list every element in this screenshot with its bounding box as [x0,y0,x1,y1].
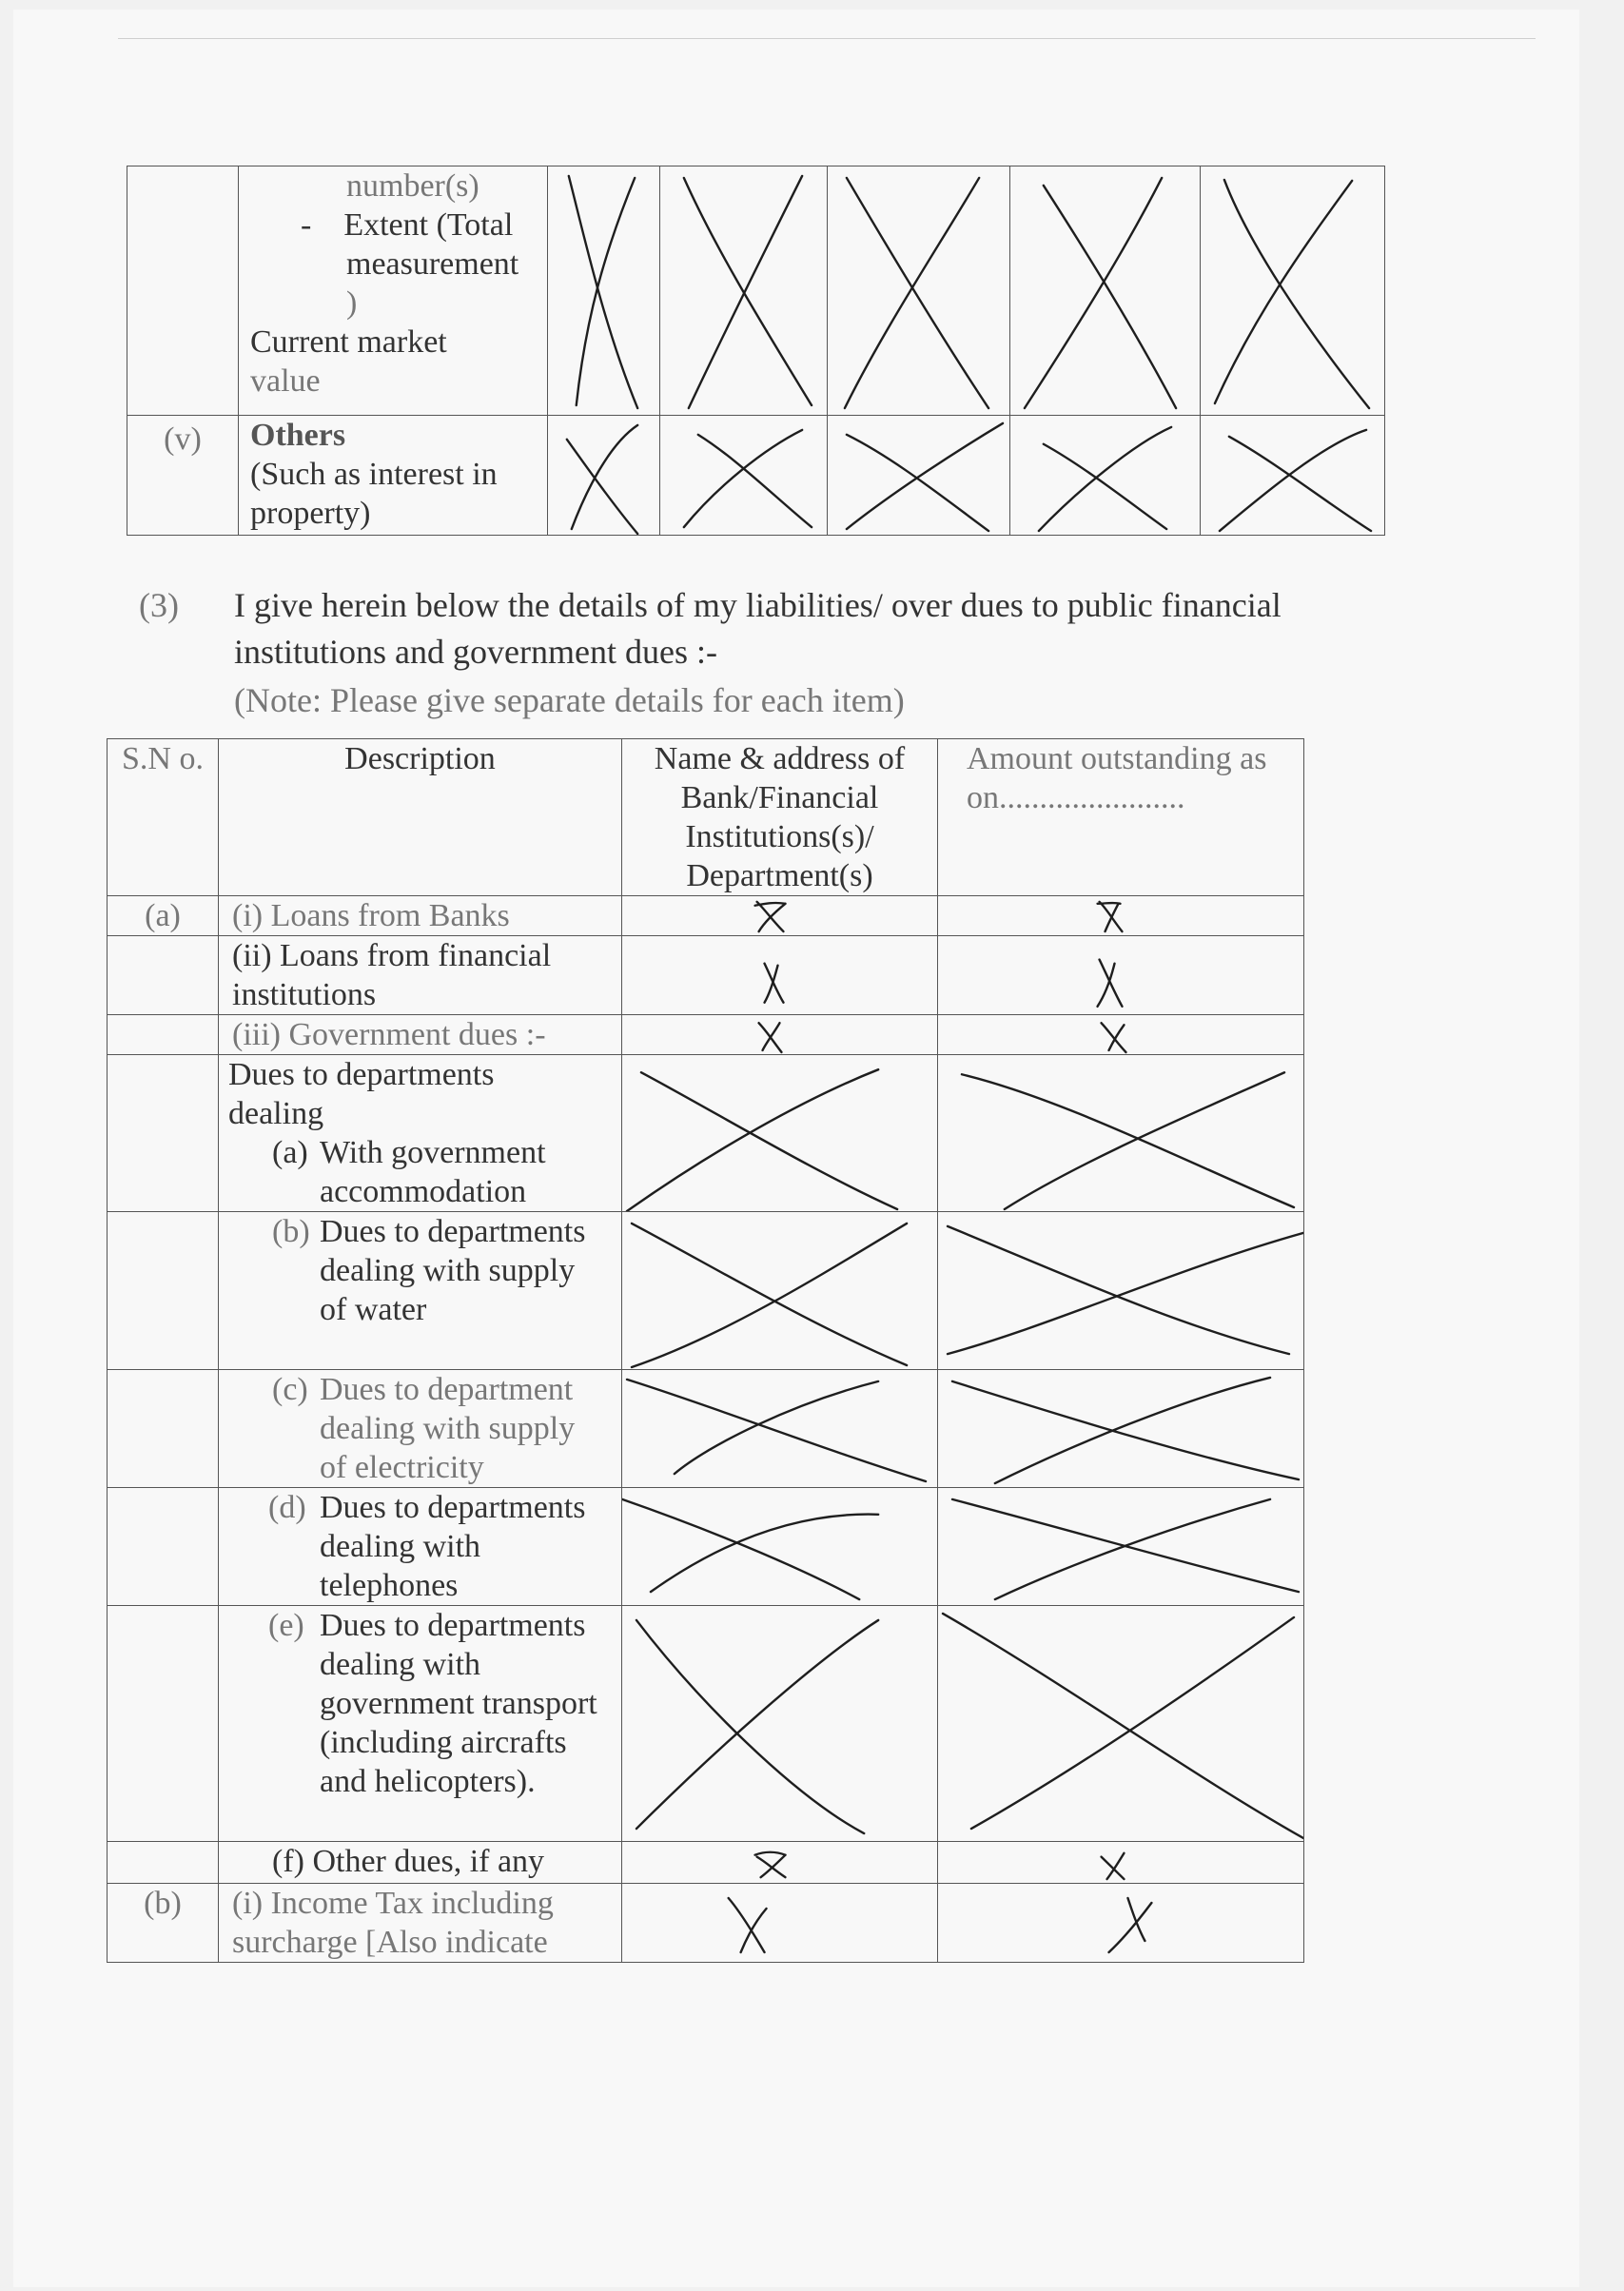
header-sno: S.N o. [108,739,219,896]
sno-cell [108,936,219,1015]
sub-item [272,1370,621,1487]
sno-cell [108,1015,219,1055]
sno-cell: (v) [127,416,239,536]
table-row [108,1055,1304,1212]
small-cross-mark [938,1884,1303,1962]
handwritten-cross-mark [938,1606,1303,1841]
handwritten-cross-mark [1201,166,1384,415]
crossed-cell [938,1212,1304,1370]
sno-cell [108,1488,219,1606]
table-row [108,896,1304,936]
small-cross-mark [622,1015,937,1054]
sno-cell [108,1055,219,1212]
crossed-cell [622,1884,938,1963]
handwritten-cross-mark [1201,416,1384,535]
sub-item-label: (e) [268,1608,304,1643]
small-cross-mark [622,936,937,1014]
table-row [108,1488,1304,1606]
crossed-cell [938,1884,1304,1963]
description-cell: (i) Loans from Banks [219,896,622,936]
crossed-cell [660,416,828,536]
sno-cell [108,1212,219,1370]
others-title: Others [250,418,346,453]
table-row [108,1884,1304,1963]
crossed-cell [828,166,1010,416]
handwritten-cross-mark [938,1212,1303,1369]
page-top-rule [118,38,1536,39]
description-cell [219,1055,622,1212]
section-number: (3) [139,586,179,624]
handwritten-cross-mark [622,1606,937,1841]
small-cross-mark [622,896,937,935]
section-text [234,582,1395,724]
extent-text: Extent (Total [343,207,514,243]
handwritten-cross-mark [622,1488,937,1605]
table-row [127,166,1385,416]
crossed-cell [1201,166,1385,416]
handwritten-cross-mark [1010,166,1200,415]
description-cell: (i) Income Tax including surcharge [Also indicate [219,1884,622,1963]
sub-item-label: (b) [272,1214,310,1249]
crossed-cell [622,1842,938,1884]
description-cell [239,166,548,416]
crossed-cell [548,166,660,416]
description-line: number(s) [346,168,479,204]
description-line: Current market [250,324,447,360]
handwritten-cross-mark [828,416,1009,535]
crossed-cell [1010,166,1201,416]
crossed-cell [828,416,1010,536]
sub-item-text: Dues to departments dealing with government transport (including aircrafts and helicopters). [320,1608,597,1799]
crossed-cell [938,1606,1304,1842]
sub-item [268,1606,621,1801]
description-cell: (iii) Government dues :- [219,1015,622,1055]
handwritten-cross-mark [660,416,827,535]
crossed-cell [622,1015,938,1055]
table-row [127,416,1385,536]
table-header-row [108,739,1304,896]
handwritten-cross-mark [548,416,659,535]
sub-item-text: Dues to departments dealing with supply of water [320,1214,586,1327]
section-note: (Note: Please give separate details for each item) [234,681,905,719]
description-cell [219,1212,622,1370]
sno-cell [108,1606,219,1842]
table-row [108,936,1304,1015]
handwritten-cross-mark [938,1488,1303,1605]
small-cross-mark [938,936,1303,1014]
description-cell [219,1370,622,1488]
description-cell: (f) Other dues, if any [219,1842,622,1884]
section-intro-text: I give herein below the details of my liabilities/ over dues to public financial institutions and government dues :- [234,586,1282,671]
crossed-cell [938,1488,1304,1606]
sub-item-text: Dues to department dealing with supply of electricity [320,1372,576,1485]
crossed-cell [938,1055,1304,1212]
dues-lead-text: Dues to departments dealing [228,1057,495,1131]
others-desc: (Such as interest in property) [250,457,498,531]
handwritten-cross-mark [1010,416,1200,535]
liabilities-table [107,738,1304,1963]
crossed-cell [622,936,938,1015]
crossed-cell [622,1606,938,1842]
crossed-cell [938,936,1304,1015]
sub-item-label: (d) [268,1490,306,1525]
sub-item-label: (c) [272,1372,308,1407]
crossed-cell [622,896,938,936]
handwritten-cross-mark [828,166,1009,415]
handwritten-cross-mark [622,1370,937,1487]
description-line [248,206,547,245]
table-row [108,1015,1304,1055]
header-amount: Amount outstanding as on....................... [938,739,1304,896]
crossed-cell [938,896,1304,936]
small-cross-mark [622,1884,937,1962]
table-row [108,1606,1304,1842]
crossed-cell [938,1370,1304,1488]
sno-cell: (b) [108,1884,219,1963]
handwritten-cross-mark [938,1055,1303,1211]
sno-cell [127,166,239,416]
header-name-address: Name & address of Bank/Financial Institutions(s)/ Department(s) [622,739,938,896]
description-line: measurement [346,246,519,282]
small-cross-mark [622,1842,937,1883]
handwritten-cross-mark [548,166,659,415]
description-line: value [250,363,321,399]
crossed-cell [1201,416,1385,536]
sub-item-label: (a) [272,1135,308,1170]
sub-item [272,1212,621,1329]
small-cross-mark [938,896,1303,935]
crossed-cell [622,1488,938,1606]
sno-cell: (a) [108,896,219,936]
sub-item-text: With government accommodation [320,1135,546,1209]
description-cell [219,1488,622,1606]
crossed-cell [622,1370,938,1488]
handwritten-cross-mark [660,166,827,415]
crossed-cell [938,1015,1304,1055]
handwritten-cross-mark [622,1212,937,1369]
table-row [108,1212,1304,1370]
sno-cell [108,1842,219,1884]
sub-item [268,1488,621,1605]
crossed-cell [622,1055,938,1212]
crossed-cell [660,166,828,416]
crossed-cell [622,1212,938,1370]
assets-table-continued [127,166,1385,536]
table-row [108,1842,1304,1884]
description-line: ) [346,285,358,321]
crossed-cell [1010,416,1201,536]
dash: - [301,207,312,243]
sub-item-text: Dues to departments dealing with telephones [320,1490,586,1603]
crossed-cell [548,416,660,536]
handwritten-cross-mark [622,1055,937,1211]
small-cross-mark [938,1015,1303,1054]
header-description: Description [219,739,622,896]
description-cell: (ii) Loans from financial institutions [219,936,622,1015]
description-cell [239,416,548,536]
description-cell [219,1606,622,1842]
handwritten-cross-mark [938,1370,1303,1487]
sno-cell [108,1370,219,1488]
crossed-cell [938,1842,1304,1884]
small-cross-mark [938,1842,1303,1883]
sub-item [272,1133,621,1211]
table-row [108,1370,1304,1488]
